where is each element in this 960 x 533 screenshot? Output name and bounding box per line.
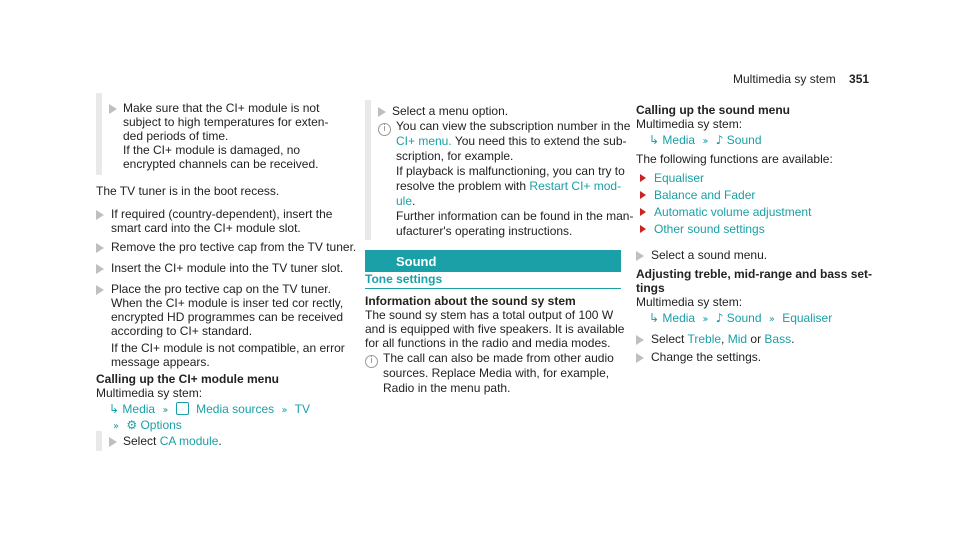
chevron-right-icon: ›› <box>768 314 773 325</box>
step-arrow-icon <box>636 353 644 363</box>
section-bar-title: Sound <box>396 254 437 269</box>
adjust-title: Adjusting treble, mid-range and bass set- <box>636 267 873 281</box>
step-arrow-icon <box>109 104 117 114</box>
path-media[interactable]: Media <box>662 311 696 325</box>
bullet-icon <box>640 208 646 216</box>
functions-intro: The following functions are available: <box>636 152 833 166</box>
select-suffix: . <box>791 332 795 346</box>
box-line: subject to high temperatures for exten- <box>123 115 329 129</box>
gear-icon: ⚙ <box>126 418 138 432</box>
chevron-right-icon: ›› <box>702 314 707 325</box>
step-line <box>123 434 222 449</box>
page-number: 351 <box>849 72 870 86</box>
step-line: When the CI+ module is inser ted cor rectly, <box>111 296 344 310</box>
or-text: or <box>747 332 765 346</box>
chevron-right-icon: ›› <box>281 405 286 416</box>
menu-path <box>109 402 310 418</box>
note-line: Further information can be found in the man- <box>396 209 634 223</box>
step-arrow-icon <box>96 264 104 274</box>
select-suffix: . <box>218 434 222 448</box>
section-title: Multimedia sy stem <box>733 72 836 86</box>
path-media[interactable]: Media <box>122 402 156 416</box>
step-arrow-icon <box>636 335 644 345</box>
step-line: smart card into the CI+ module slot. <box>111 221 301 235</box>
list-item <box>640 205 811 220</box>
step-line: Change the settings. <box>651 350 762 364</box>
step-line: If the CI+ module is not compatible, an error <box>111 341 345 355</box>
section-bar <box>365 250 621 272</box>
page-header <box>733 72 869 87</box>
note-line: The call can also be made from other audio <box>383 351 614 365</box>
ci-menu-link[interactable]: CI+ menu. <box>396 134 452 148</box>
step-arrow-icon <box>636 251 644 261</box>
path-hook-icon: ↳ <box>109 402 120 416</box>
menu-title: Calling up the CI+ module menu <box>96 372 280 386</box>
box-line: encrypted channels can be received. <box>123 157 319 171</box>
sound-menu-title: Calling up the sound menu <box>636 103 790 117</box>
adjust-system: Multimedia sy stem: <box>636 295 743 309</box>
step-bar <box>96 431 102 451</box>
bullet-icon <box>640 191 646 199</box>
info-note-icon: i <box>365 352 378 368</box>
step-line: Select a menu option. <box>392 104 509 118</box>
subsection-title: Tone settings <box>365 272 443 286</box>
step-line: according to CI+ standard. <box>111 324 253 338</box>
auto-volume-link[interactable]: Automatic volume adjustment <box>654 205 812 219</box>
info-title: Information about the sound sy stem <box>365 294 576 308</box>
path-hook-icon: ↳ <box>649 133 660 147</box>
adjust-path <box>649 311 832 327</box>
box-line: ded periods of time. <box>123 129 229 143</box>
note-line: ule. <box>396 194 416 208</box>
select-prefix: Select <box>651 332 688 346</box>
ca-module-link[interactable]: CA module <box>159 434 219 448</box>
path-media-sources[interactable]: Media sources <box>196 402 275 416</box>
mid-link[interactable]: Mid <box>727 332 748 346</box>
list-item <box>640 188 755 203</box>
step-arrow-icon <box>96 210 104 220</box>
step-line: encrypted HD programmes can be received <box>111 310 344 324</box>
subsection-rule <box>365 288 621 289</box>
path-sound[interactable]: Sound <box>726 311 762 325</box>
restart-ci-link[interactable]: Restart CI+ mod- <box>529 179 622 193</box>
music-note-icon: ♪ <box>715 311 724 325</box>
step-arrow-icon <box>109 437 117 447</box>
path-media[interactable]: Media <box>662 133 696 147</box>
step-bar <box>365 100 371 240</box>
balance-fader-link[interactable]: Balance and Fader <box>654 188 756 202</box>
chevron-right-icon: ›› <box>702 136 707 147</box>
step-arrow-icon <box>378 107 386 117</box>
step-line: message appears. <box>111 355 210 369</box>
warning-box-bar <box>96 93 102 175</box>
list-item <box>640 171 704 186</box>
note-line: scription, for example. <box>396 149 514 163</box>
treble-link[interactable]: Treble <box>687 332 722 346</box>
info-line: for all functions in the radio and media modes. <box>365 336 611 350</box>
chevron-right-icon: ›› <box>113 421 117 432</box>
chevron-right-icon: ›› <box>162 405 167 416</box>
note-line: sources. Replace Media with, for example, <box>383 366 610 380</box>
step-line: Insert the CI+ module into the TV tuner slot. <box>111 261 344 275</box>
restart-ci-link-cont[interactable]: ule <box>396 194 413 208</box>
box-line: Make sure that the CI+ module is not <box>123 101 320 115</box>
list-item <box>640 222 765 237</box>
step-line: Select Treble, Mid or Bass. <box>651 332 795 346</box>
step-arrow-icon <box>96 285 104 295</box>
path-options[interactable]: Options <box>140 418 182 432</box>
note-text: You need this to extend the sub- <box>454 134 627 148</box>
note-text: resolve the problem with <box>396 179 527 193</box>
select-prefix: Select <box>123 434 160 448</box>
step-line: Remove the pro tective cap from the TV tuner. <box>111 240 357 254</box>
path-tv[interactable]: TV <box>294 402 310 416</box>
intro-text: The TV tuner is in the boot recess. <box>96 184 280 198</box>
note-line: You can view the subscription number in the <box>396 119 631 133</box>
sound-menu-path <box>649 133 762 149</box>
note-line: If playback is malfunctioning, you can try to <box>396 164 625 178</box>
note-line <box>396 179 621 194</box>
music-note-icon: ♪ <box>715 133 724 147</box>
note-line: ufacturer's operating instructions. <box>396 224 573 238</box>
step-arrow-icon <box>96 243 104 253</box>
info-line: The sound sy stem has a total output of 100 W <box>365 308 614 322</box>
path-sound[interactable]: Sound <box>726 133 762 147</box>
step-line: If required (country-dependent), insert the <box>111 207 333 221</box>
info-line: and is equipped with five speakers. It is available <box>365 322 625 336</box>
media-sources-icon <box>176 402 189 415</box>
path-equaliser[interactable]: Equaliser <box>782 311 833 325</box>
bass-link[interactable]: Bass <box>764 332 792 346</box>
bullet-icon <box>640 174 646 182</box>
info-note-icon: i <box>378 120 391 136</box>
step-line: Place the pro tective cap on the TV tuner. <box>111 282 331 296</box>
equaliser-link[interactable]: Equaliser <box>654 171 705 185</box>
note-line: Radio in the menu path. <box>383 381 511 395</box>
sound-menu-system: Multimedia sy stem: <box>636 117 743 131</box>
other-sound-link[interactable]: Other sound settings <box>654 222 765 236</box>
adjust-title: tings <box>636 281 665 295</box>
menu-system: Multimedia sy stem: <box>96 386 203 400</box>
menu-path-2 <box>109 418 182 434</box>
path-hook-icon: ↳ <box>649 311 660 325</box>
step-line: Select a sound menu. <box>651 248 768 262</box>
box-line: If the CI+ module is damaged, no <box>123 143 301 157</box>
note-line <box>396 134 627 149</box>
bullet-icon <box>640 225 646 233</box>
